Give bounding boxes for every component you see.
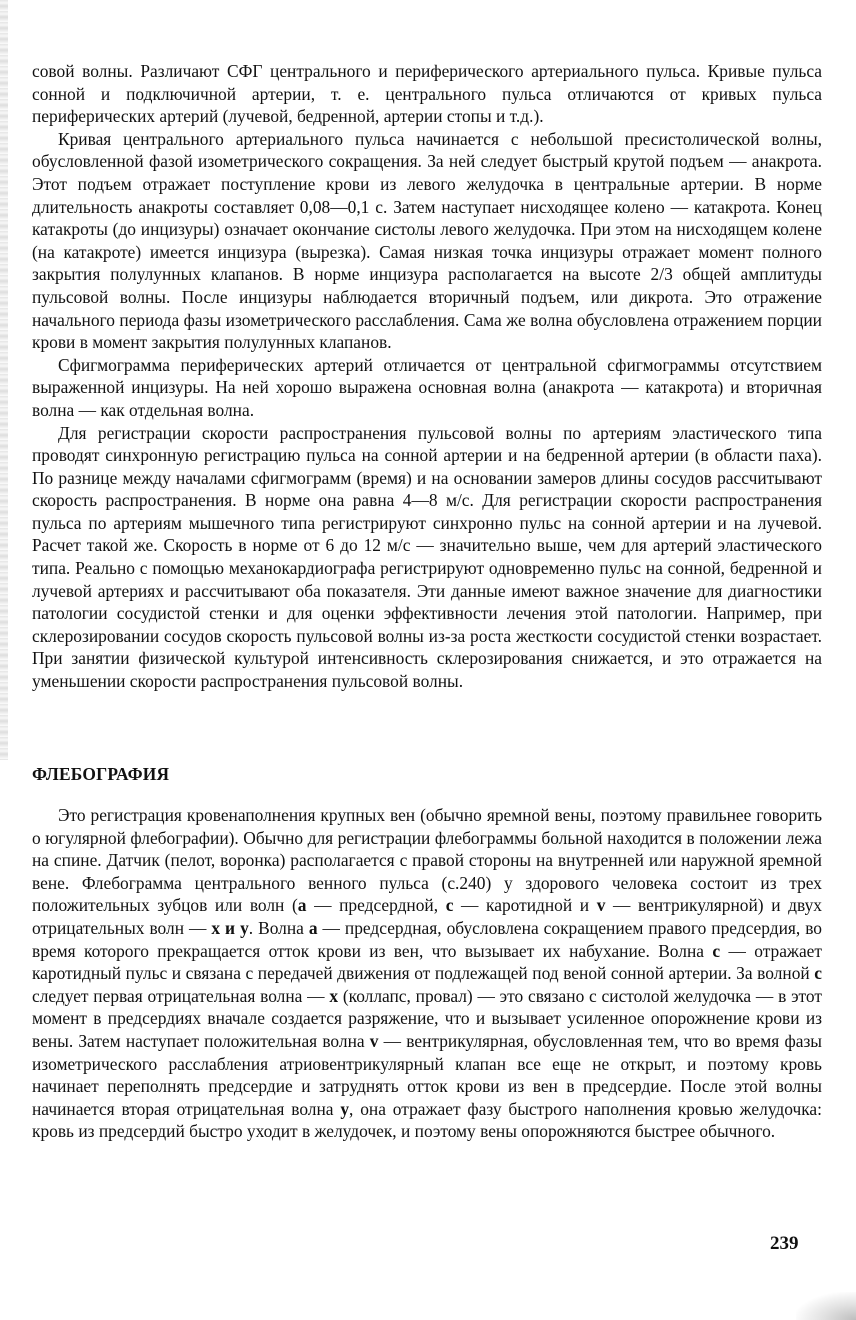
phlebography-text	[32, 804, 822, 1143]
text-run: — предсердной,	[306, 895, 446, 916]
text-run: Это регистрация кровенаполнения крупных вен (обычно яремной вены, поэтому правильнее говорить о югулярной флебографии). Обычно для регистрации флебограммы больной находится в положении лежа на спине. Датчик (пелот, воронка) располагается с правой стороны на внутренней или наружной яремной вене. Флебограмма центрального венного пульса (с.240) у здорового человека состоит из трех положительных зубцов или волн (	[32, 805, 822, 916]
text-run: следует первая отрицательная волна —	[32, 985, 330, 1006]
paragraph: совой волны. Различают СФГ центрального и периферического артериального пульса. Кривые пульса сонной и подключичной артерии, т. е. центрального пульса отличаются от кривых пульса периферических артерий (лучевой, бедренной, артерии стопы и т.д.).	[32, 61, 822, 127]
sphygmography-text	[32, 60, 822, 693]
wave-label: с	[712, 940, 721, 961]
paragraph: Для регистрации скорости распространения пульсовой волны по артериям эластического типа проводят синхронную регистрацию пульса на сонной артерии и на бедренной артерии (в области паха). По разнице между началами сфигмограмм (время) и на основании замеров длины сосудов рассчитывают скорость распространения. В норме она равна 4—8 м/с. Для регистрации скорости распространения пульса по артериям мышечного типа регистрируют синхронно пульс на сонной артерии и на лучевой. Расчет такой же. Скорость в норме от 6 до 12 м/с — значительно выше, чем для артерий эластического типа. Реально с помощью механокардиографа регистрируют одновременно пульс на сонной, бедренной и лучевой артериях и рассчитывают оба показателя. Эти данные имеют важное значение для диагностики патологии сосудистой стенки и для оценки эффективности лечения этой патологии. Например, при склерозировании сосудов скорость пульсовой волны из-за роста жесткости сосудистой стенки возрастает. При занятии физической культурой интенсивность склерозирования снижается, и это отражается на уменьшении скорости распространения пульсовой волны.	[32, 422, 822, 692]
paragraph: Сфигмограмма периферических артерий отличается от центральной сфигмограммы отсутствием выраженной инцизуры. На ней хорошо выражена основная волна (анакрота — катакрота) и вторичная волна — как отдельная волна.	[32, 354, 822, 420]
text-run: — отражает каротидный пульс и связана с передачей движения от подлежащей под веной сонной артерии. За волной	[32, 940, 822, 984]
wave-label: с	[814, 963, 822, 984]
scan-binding-edge	[0, 0, 8, 760]
wave-label: а	[308, 917, 318, 938]
wave-label: х	[329, 985, 339, 1006]
text-run: (коллапс, провал) — это связано с систолой желудочка — в этот момент в предсердиях вначале создается разряжение, что и вызывает усиленное опорожнение крови из вены. Затем наступает положительная волна	[32, 985, 822, 1051]
text-run: , она отражает фазу быстрого наполнения кровью желудочка: кровь из предсердий быстро уходит в желудочек, и поэтому вены опорожняются быстрее обычного.	[32, 1098, 822, 1142]
section-heading: ФЛЕБОГРАФИЯ	[32, 764, 170, 784]
text-run: . Волна	[248, 917, 309, 938]
wave-label: v	[369, 1030, 379, 1051]
scan-corner-smudge	[796, 1292, 856, 1320]
wave-label: а	[297, 895, 307, 916]
text-run: — вентрикулярной) и двух отрицательных волн —	[32, 895, 822, 938]
paragraph: Кривая центрального артериального пульса начинается с небольшой пресистолической волны, обусловленной фазой изометрического сокращения. За ней следует быстрый крутой подъем — анакрота. Этот подъем отражает поступление крови из левого желудочка в центральные артерии. В норме длительность анакроты составляет 0,08—0,1 с. Затем наступает нисходящее колено — катакрота. Конец катакроты (до инцизуры) означает окончание систолы левого желудочка. При этом на нисходящем колене (на катакроте) имеется инцизура (вырезка). Самая низкая точка инцизуры отражает момент полного закрытия полулунных клапанов. В норме инцизура располагается на высоте 2/3 общей амплитуды пульсовой волны. После инцизуры наблюдается вторичный подъем, или дикрота. Это отражение начального периода фазы изометрического расслабления. Сама же волна обусловлена отражением порции крови в момент закрытия полулунных клапанов.	[32, 128, 822, 353]
wave-label: у	[340, 1098, 350, 1119]
wave-label: х и у	[211, 917, 249, 938]
paragraph	[32, 804, 822, 1143]
page-number: 239	[770, 1233, 799, 1254]
text-run: — вентрикулярная, обусловленная тем, что во время фазы изометрического расслабления атриовентрикулярный клапан все еще не открыт, и поэтому кровь начинает переполнять предсердие и затруднять отток крови из вен в предсердие. После этой волны начинается вторая отрицательная волна	[32, 1030, 822, 1119]
wave-label: с	[445, 895, 454, 916]
text-run: — каротидной и	[453, 895, 597, 916]
text-run: — предсердная, обусловлена сокращением правого предсердия, во время которого прекращается отток крови из вен, что вызывает их набухание. Волна	[32, 917, 822, 961]
wave-label: v	[596, 895, 606, 916]
